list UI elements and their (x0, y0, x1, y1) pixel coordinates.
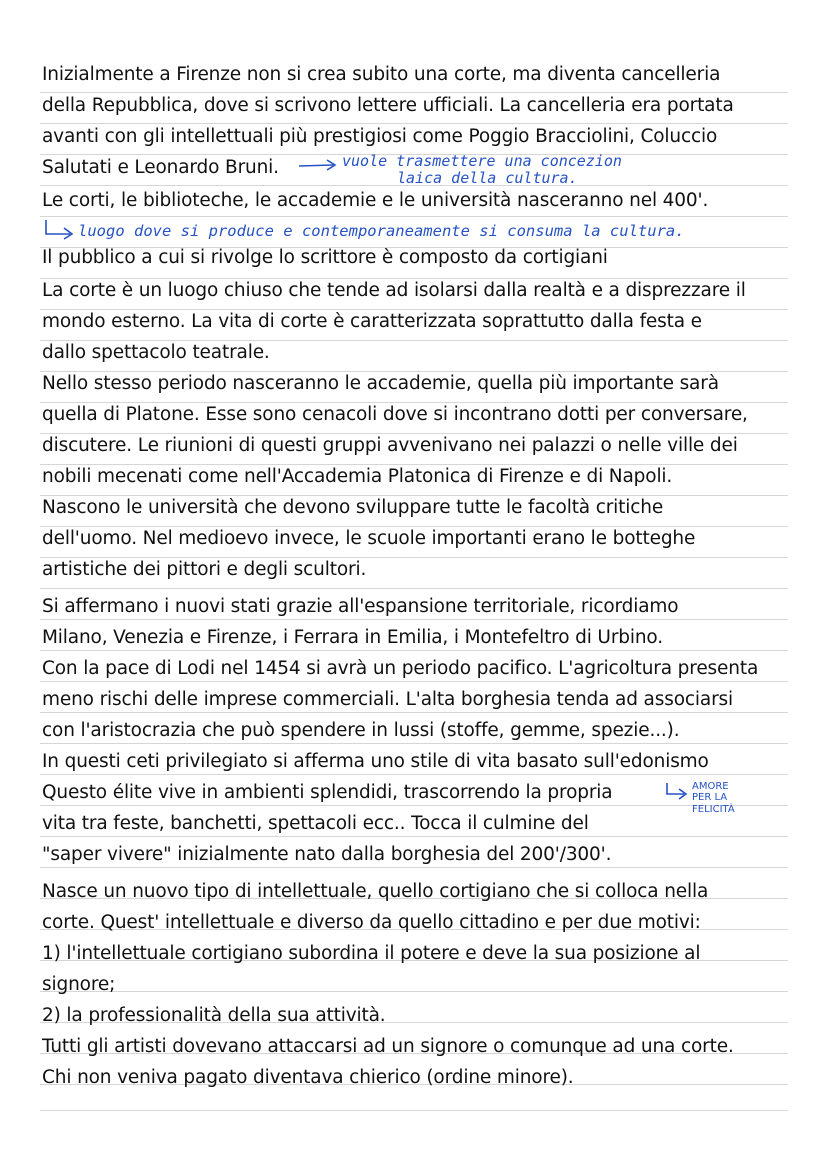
text-line: "saper vivere" inizialmente nato dalla borghesia del 200'/300'. (42, 844, 612, 865)
text-line: La corte è un luogo chiuso che tende ad isolarsi dalla realtà e a disprezzare il (42, 280, 746, 301)
text-line: Nello stesso periodo nasceranno le accademie, quella più importante sarà (42, 373, 719, 394)
text-line: avanti con gli intellettuali più prestigiosi come Poggio Bracciolini, Coluccio (42, 126, 718, 147)
text-line: artistiche dei pittori e degli scultori. (42, 559, 367, 580)
text-line: 1) l'intellettuale cortigiano subordina il potere e deve la sua posizione al (42, 943, 701, 964)
text-line: corte. Quest' intellettuale e diverso da quello cittadino e per due motivi: (42, 912, 701, 933)
ruled-line (40, 1110, 788, 1111)
annotation-note: luogo dove si produce e contemporaneamente si consuma la cultura. (78, 222, 685, 240)
text-line: signore; (42, 974, 116, 995)
annotation-note: FELICITÀ (692, 804, 735, 815)
ruled-line (40, 216, 788, 217)
text-line: Nascono le università che devono sviluppare tutte le facoltà critiche (42, 497, 664, 518)
arrow-right-icon (297, 158, 339, 172)
text-line: della Repubblica, dove si scrivono lettere ufficiali. La cancelleria era portata (42, 95, 734, 116)
text-line: In questi ceti privilegiato si afferma uno stile di vita basato sull'edonismo (42, 751, 709, 772)
text-line: vita tra feste, banchetti, spettacoli ecc.. Tocca il culmine del (42, 813, 589, 834)
text-line: dell'uomo. Nel medioevo invece, le scuole importanti erano le botteghe (42, 528, 696, 549)
text-line: Le corti, le biblioteche, le accademie e le università nasceranno nel 400'. (42, 190, 709, 211)
text-line: Nasce un nuovo tipo di intellettuale, quello cortigiano che si colloca nella (42, 881, 709, 902)
ruled-line (40, 588, 788, 589)
annotation-note: PER LA (692, 792, 728, 803)
text-line: Chi non veniva pagato diventava chierico (ordine minore). (42, 1067, 574, 1088)
text-line: Questo élite vive in ambienti splendidi, trascorrendo la propria (42, 782, 613, 803)
text-line: mondo esterno. La vita di corte è caratterizzata soprattutto dalla festa e (42, 311, 702, 332)
text-line: Si affermano i nuovi stati grazie all'espansione territoriale, ricordiamo (42, 596, 679, 617)
text-line: con l'aristocrazia che può spendere in lussi (stoffe, gemme, spezie...). (42, 720, 680, 741)
text-line: discutere. Le riunioni di questi gruppi avvenivano nei palazzi o nelle ville dei (42, 435, 738, 456)
text-line: Tutti gli artisti dovevano attaccarsi ad un signore o comunque ad una corte. (42, 1036, 734, 1057)
annotation-note: vuole trasmettere una concezion (342, 152, 622, 170)
hook-arrow-icon (664, 782, 690, 800)
text-line: dallo spettacolo teatrale. (42, 342, 270, 363)
text-line: 2) la professionalità della sua attività. (42, 1005, 386, 1026)
text-line: Salutati e Leonardo Bruni. (42, 157, 279, 178)
text-line: Con la pace di Lodi nel 1454 si avrà un periodo pacifico. L'agricoltura presenta (42, 658, 759, 679)
annotation-note: laica della cultura. (397, 169, 578, 187)
text-line: Il pubblico a cui si rivolge lo scrittore è composto da cortigiani (42, 247, 608, 268)
text-line: nobili mecenati come nell'Accademia Platonica di Firenze e di Napoli. (42, 466, 673, 487)
text-line: quella di Platone. Esse sono cenacoli dove si incontrano dotti per conversare, (42, 404, 748, 425)
text-line: meno rischi delle imprese commerciali. L'alta borghesia tenda ad associarsi (42, 689, 734, 710)
text-line: Inizialmente a Firenze non si crea subito una corte, ma diventa cancelleria (42, 64, 721, 85)
text-line: Milano, Venezia e Firenze, i Ferrara in Emilia, i Montefeltro di Urbino. (42, 627, 664, 648)
annotation-note: AMORE (692, 781, 729, 792)
hook-arrow-icon (42, 218, 76, 240)
